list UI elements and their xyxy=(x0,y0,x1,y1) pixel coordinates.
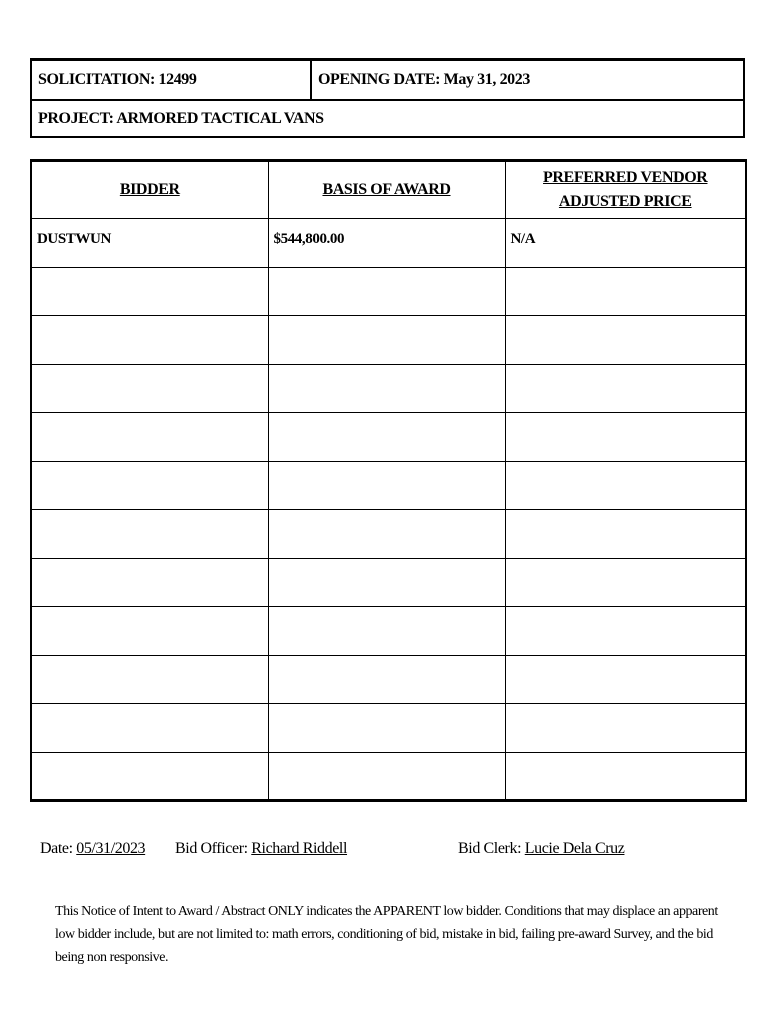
table-row xyxy=(31,364,746,413)
basis-of-award-cell xyxy=(268,364,505,413)
basis-of-award-cell xyxy=(268,655,505,704)
table-row xyxy=(31,461,746,510)
adjusted-price-cell: N/A xyxy=(505,219,746,268)
table-row xyxy=(31,413,746,462)
adjusted-price-cell xyxy=(505,607,746,656)
adjusted-price-cell xyxy=(505,316,746,365)
adjusted-price-cell xyxy=(505,655,746,704)
table-row xyxy=(31,558,746,607)
bidder-cell xyxy=(31,413,268,462)
header-box xyxy=(30,58,745,138)
bidder-cell: DUSTWUN xyxy=(31,219,268,268)
adjusted-price-cell xyxy=(505,267,746,316)
bidder-cell xyxy=(31,607,268,656)
header-row-project xyxy=(32,101,743,137)
column-header-basis-of-award: BASIS OF AWARD xyxy=(268,161,505,219)
opening-date: OPENING DATE: May 31, 2023 xyxy=(318,71,530,88)
project-title: PROJECT: ARMORED TACTICAL VANS xyxy=(38,110,324,127)
bidder-cell xyxy=(31,267,268,316)
adjusted-price-cell xyxy=(505,704,746,753)
bidder-cell xyxy=(31,364,268,413)
adjusted-price-cell xyxy=(505,364,746,413)
award-date-value: 05/31/2023 xyxy=(76,840,146,857)
basis-of-award-cell xyxy=(268,461,505,510)
bid-officer-name: Richard Riddell xyxy=(251,840,348,857)
column-header-preferred-vendor-price: PREFERRED VENDOR ADJUSTED PRICE xyxy=(505,161,746,219)
table-row xyxy=(31,510,746,559)
bidder-cell xyxy=(31,655,268,704)
table-row xyxy=(31,219,746,268)
bidder-cell xyxy=(31,461,268,510)
bid-table xyxy=(30,159,747,802)
table-row xyxy=(31,267,746,316)
adjusted-price-cell xyxy=(505,752,746,801)
table-row xyxy=(31,607,746,656)
basis-of-award-cell xyxy=(268,558,505,607)
bid-officer-label: Bid Officer: xyxy=(175,840,252,857)
bidder-cell xyxy=(31,752,268,801)
adjusted-price-cell xyxy=(505,413,746,462)
bid-table-header-row xyxy=(31,161,746,219)
bid-clerk-label: Bid Clerk: xyxy=(458,840,525,857)
basis-of-award-cell xyxy=(268,607,505,656)
bidder-cell xyxy=(31,510,268,559)
bid-clerk-name: Lucie Dela Cruz xyxy=(524,840,625,857)
award-date-label: Date: xyxy=(40,840,77,857)
bid-clerk xyxy=(458,840,624,858)
header-row-top xyxy=(32,61,743,101)
award-notice: This Notice of Intent to Award / Abstract ONLY indicates the APPARENT low bidder. Conditions that may displace an apparent low bidder include, but are not limited to: math errors, conditioning of bid, mistake in bid, failing pre-award Survey, and the bid being non responsive. xyxy=(55,904,718,965)
award-date xyxy=(40,840,145,858)
table-row xyxy=(31,752,746,801)
table-row xyxy=(31,655,746,704)
basis-of-award-cell: $544,800.00 xyxy=(268,219,505,268)
adjusted-price-cell xyxy=(505,510,746,559)
basis-of-award-cell xyxy=(268,316,505,365)
basis-of-award-cell xyxy=(268,267,505,316)
column-header-bidder: BIDDER xyxy=(31,161,268,219)
adjusted-price-cell xyxy=(505,461,746,510)
bidder-cell xyxy=(31,704,268,753)
basis-of-award-cell xyxy=(268,510,505,559)
bid-officer xyxy=(175,840,347,858)
solicitation-number: SOLICITATION: 12499 xyxy=(32,61,312,99)
basis-of-award-cell xyxy=(268,752,505,801)
bidder-cell xyxy=(31,558,268,607)
basis-of-award-cell xyxy=(268,704,505,753)
bidder-cell xyxy=(31,316,268,365)
table-row xyxy=(31,316,746,365)
table-row xyxy=(31,704,746,753)
adjusted-price-cell xyxy=(505,558,746,607)
basis-of-award-cell xyxy=(268,413,505,462)
